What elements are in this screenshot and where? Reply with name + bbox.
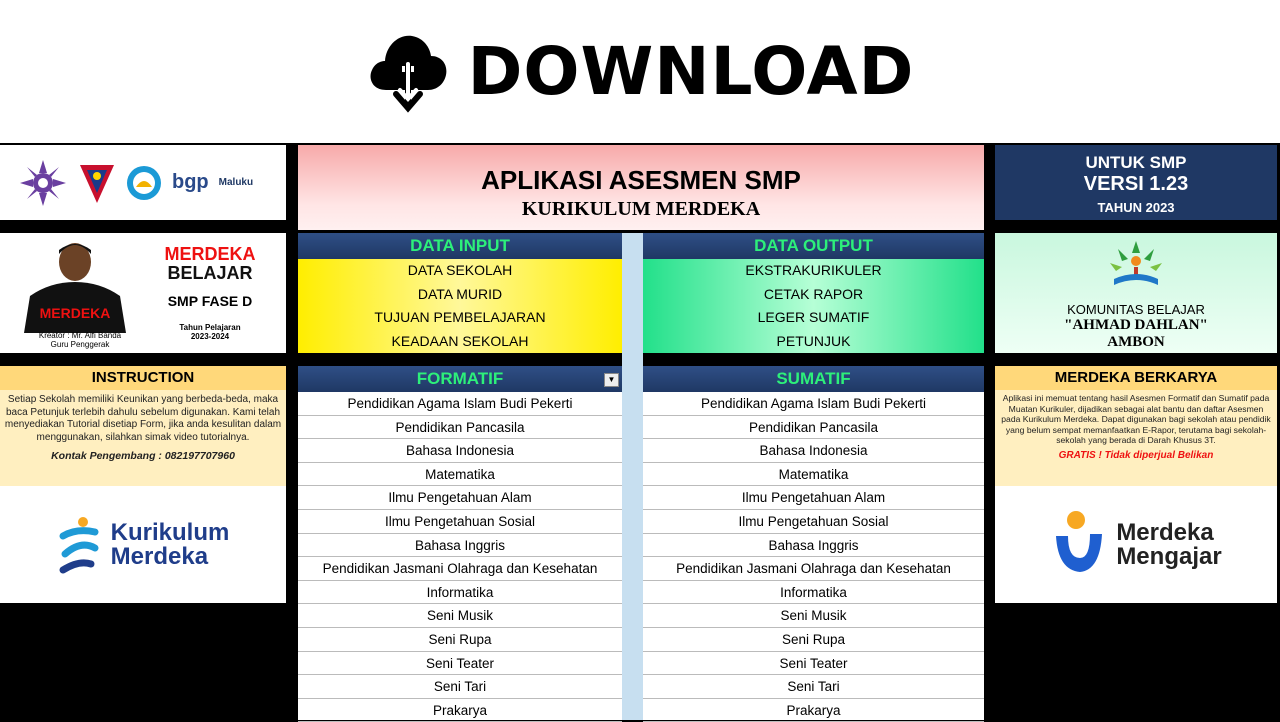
data-input-title: DATA INPUT <box>298 233 622 259</box>
berkarya-title: MERDEKA BERKARYA <box>995 366 1277 390</box>
creator-card <box>0 233 286 353</box>
kurikulum-merdeka-logo <box>0 486 286 603</box>
sumatif-list <box>643 366 984 720</box>
creator-role: Guru Penggerak <box>50 340 110 349</box>
formatif-subject-item[interactable]: Seni Rupa <box>298 628 622 652</box>
kurikulum-word: Kurikulum <box>110 518 230 546</box>
formatif-subject-item[interactable]: Ilmu Pengetahuan Sosial <box>298 510 622 534</box>
menu-ekstrakurikuler[interactable]: EKSTRAKURIKULER <box>745 262 882 278</box>
instruction-title: INSTRUCTION <box>0 366 286 390</box>
sumatif-subject-item[interactable]: Seni Teater <box>643 652 984 676</box>
cloud-download-icon <box>366 28 450 116</box>
formatif-subject-item[interactable]: Seni Teater <box>298 652 622 676</box>
tahun-value: 2023-2024 <box>190 332 230 341</box>
kurikulum-merdeka-text <box>110 518 230 570</box>
komunitas-city: AMBON <box>1107 334 1165 350</box>
formatif-title <box>298 366 622 392</box>
mengajar-word: Mengajar <box>1116 542 1222 570</box>
formatif-subject-item[interactable]: Ilmu Pengetahuan Alam <box>298 486 622 510</box>
shirt-text: MERDEKA <box>39 305 111 321</box>
merdeka-mengajar-text <box>1116 518 1222 570</box>
merdeka-mengajar-icon <box>1050 510 1106 580</box>
merdeka-word: MERDEKA <box>164 244 256 264</box>
berkarya-body <box>995 390 1277 486</box>
menu-data-murid[interactable]: DATA MURID <box>417 285 503 302</box>
formatif-list <box>298 366 622 720</box>
partner-logos <box>0 145 286 220</box>
komunitas-label: KOMUNITAS BELAJAR <box>1067 302 1205 317</box>
merdeka-word-kurikulum: Merdeka <box>110 542 209 570</box>
data-output-menu <box>643 233 984 353</box>
download-title: DOWNLOAD <box>467 33 915 110</box>
developer-contact: Kontak Pengembang : 082197707960 <box>51 450 235 462</box>
formatif-subject-item[interactable]: Pendidikan Jasmani Olahraga dan Kesehatan <box>298 557 622 581</box>
shield-logo-icon <box>78 161 116 205</box>
sumatif-subject-item[interactable]: Seni Tari <box>643 675 984 699</box>
menu-data-sekolah[interactable]: DATA SEKOLAH <box>407 262 513 278</box>
creator-photo <box>20 238 130 333</box>
creator-name: Kreator : Mr. Alfi Banda <box>38 331 122 340</box>
version-year: TAHUN 2023 <box>1097 200 1175 215</box>
version-target: UNTUK SMP <box>1085 153 1187 172</box>
sumatif-title: SUMATIF <box>643 366 984 392</box>
gratis-note: GRATIS ! Tidak diperjual Belikan <box>1058 449 1214 461</box>
formatif-subject-item[interactable]: Pendidikan Pancasila <box>298 416 622 440</box>
formatif-dropdown-button[interactable]: ▼ <box>604 373 619 387</box>
instruction-body <box>0 390 286 486</box>
menu-cetak-rapor[interactable]: CETAK RAPOR <box>763 285 864 302</box>
sumatif-subject-item[interactable]: Ilmu Pengetahuan Sosial <box>643 510 984 534</box>
region-label: Maluku <box>218 177 254 188</box>
merdeka-belajar-block <box>150 245 270 341</box>
tahun-label: Tahun Pelajaran <box>179 323 241 332</box>
app-subtitle: KURIKULUM MERDEKA <box>521 198 761 220</box>
formatif-subject-item[interactable]: Seni Tari <box>298 675 622 699</box>
sumatif-subject-item[interactable]: Seni Musik <box>643 604 984 628</box>
formatif-title-label: FORMATIF <box>416 369 504 388</box>
kurikulum-merdeka-icon <box>57 514 103 576</box>
formatif-subject-item[interactable]: Pendidikan Agama Islam Budi Pekerti <box>298 392 622 416</box>
berkarya-text: Aplikasi ini memuat tentang hasil Asesmen Formatif dan Sumatif pada Muatan Kurikuler, dijadikan sebagai alat bantu dan daftar Asesmen pada Kurikulum Merdeka. Dapat digunakan bagi sekolah atau pendidik yang belum sempat memanfaatkan E-Rapor, terutama bagi sekolah-sekolah yang berada di Darah Khusus 3T. <box>1001 393 1271 446</box>
menu-petunjuk[interactable]: PETUNJUK <box>776 332 851 349</box>
fase-label: SMP FASE D <box>167 293 253 309</box>
menu-tujuan-pembelajaran[interactable]: TUJUAN PEMBELAJARAN <box>374 309 546 325</box>
formatif-subject-item[interactable]: Prakarya <box>298 699 622 722</box>
komunitas-block <box>995 233 1277 353</box>
sumatif-subject-item[interactable]: Seni Rupa <box>643 628 984 652</box>
tutwuri-logo-icon <box>126 165 162 201</box>
sumatif-subject-item[interactable]: Informatika <box>643 581 984 605</box>
data-input-menu <box>298 233 622 353</box>
sumatif-subject-item[interactable]: Matematika <box>643 463 984 487</box>
app-title-block <box>298 145 984 230</box>
sumatif-subject-item[interactable]: Prakarya <box>643 699 984 722</box>
formatif-subject-item[interactable]: Matematika <box>298 463 622 487</box>
muhammadiyah-logo-icon <box>18 158 68 208</box>
instruction-text: Setiap Sekolah memiliki Keunikan yang berbeda-beda, maka baca Petunjuk terlebih dahulu sebelum digunakan. Kami telah menyediakan Tutorial disetiap Form, jika anda kesulitan dalam menggunakan, silahkan simak video tutorialnya. <box>4 394 282 443</box>
sumatif-subject-item[interactable]: Pendidikan Jasmani Olahraga dan Kesehatan <box>643 557 984 581</box>
version-block <box>995 145 1277 220</box>
menu-leger-sumatif[interactable]: LEGER SUMATIF <box>757 309 870 325</box>
creator-caption <box>22 331 138 349</box>
menu-keadaan-sekolah[interactable]: KEADAAN SEKOLAH <box>391 332 529 349</box>
komunitas-logo-icon <box>1106 239 1166 291</box>
sumatif-subject-item[interactable]: Bahasa Inggris <box>643 534 984 558</box>
download-banner[interactable] <box>0 0 1280 143</box>
merdeka-mengajar-logo <box>995 486 1277 603</box>
formatif-subject-item[interactable]: Bahasa Inggris <box>298 534 622 558</box>
sumatif-subject-item[interactable]: Pendidikan Pancasila <box>643 416 984 440</box>
sumatif-subject-item[interactable]: Bahasa Indonesia <box>643 439 984 463</box>
sumatif-subject-item[interactable]: Pendidikan Agama Islam Budi Pekerti <box>643 392 984 416</box>
formatif-subject-item[interactable]: Bahasa Indonesia <box>298 439 622 463</box>
column-separator <box>622 233 643 720</box>
formatif-subject-item[interactable]: Informatika <box>298 581 622 605</box>
komunitas-name: "AHMAD DAHLAN" <box>1064 317 1208 333</box>
bgp-logo-text: bgp <box>172 171 209 193</box>
sumatif-subject-item[interactable]: Ilmu Pengetahuan Alam <box>643 486 984 510</box>
data-output-title: DATA OUTPUT <box>643 233 984 259</box>
app-title: APLIKASI ASESMEN SMP <box>481 165 801 195</box>
formatif-subject-item[interactable]: Seni Musik <box>298 604 622 628</box>
merdeka-word-mengajar: Merdeka <box>1116 518 1214 546</box>
belajar-word: BELAJAR <box>167 263 253 283</box>
version-number: VERSI 1.23 <box>1083 173 1189 195</box>
